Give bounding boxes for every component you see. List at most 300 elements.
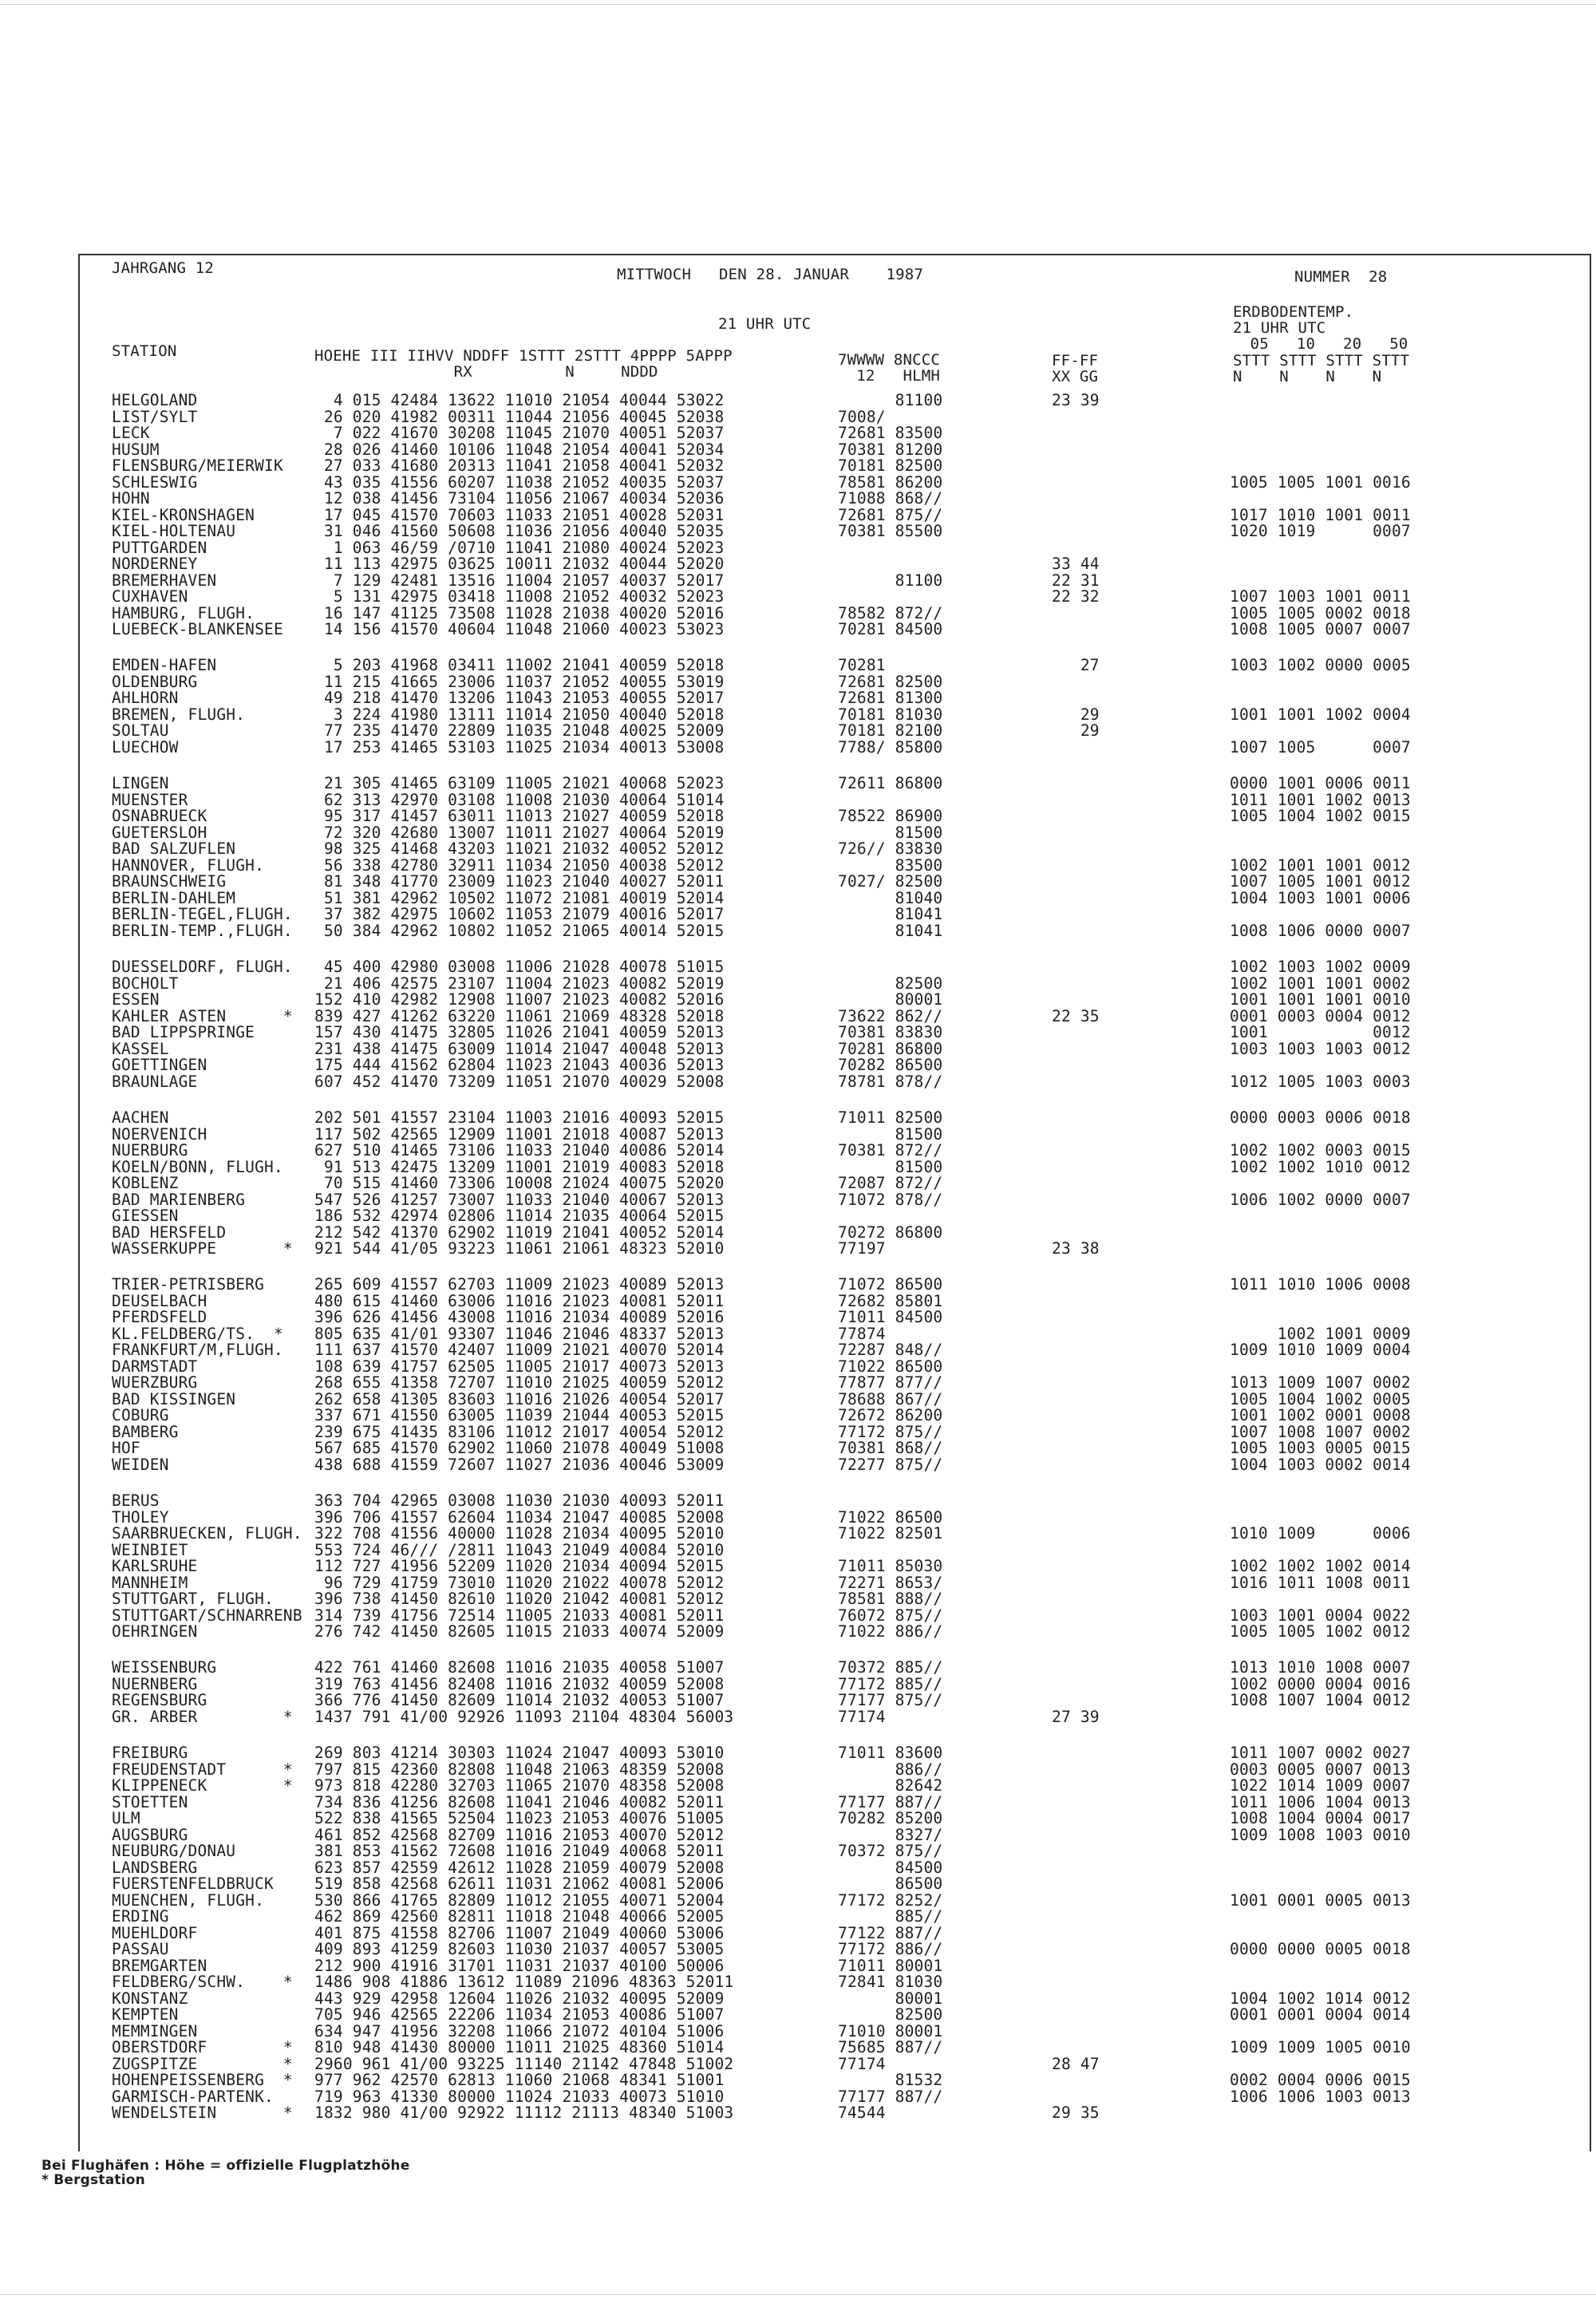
station-wind-values: 22 32	[1052, 587, 1100, 606]
station-main-values: 705 946 42565 22206 11034 21053 40086 51007	[314, 2005, 725, 2024]
station-soil-temps: 0001 0003 0004 0012	[1230, 1006, 1411, 1025]
station-group7-values: 72841 81030	[838, 1973, 943, 1991]
scan-edge-line	[0, 4, 1596, 5]
station-main-values: 366 776 41450 82609 11014 21032 40053 51007	[314, 1691, 725, 1709]
group7-columns-header: 7WWWW 8NCCC	[838, 351, 941, 369]
station-group7-values: 70281 86800	[838, 1039, 943, 1058]
station-group7-values: 71022 886//	[838, 1622, 943, 1641]
station-main-values: 81 348 41770 23009 11023 21040 40027 52011	[314, 872, 725, 891]
station-soil-temps: 1009 1008 1003 0010	[1230, 1825, 1411, 1844]
station-main-values: 202 501 41557 23104 11003 21016 40093 52015	[314, 1108, 725, 1127]
station-name: OSNABRUECK	[112, 807, 207, 825]
station-name: LINGEN	[112, 774, 169, 792]
station-name: MUEHLDORF	[112, 1923, 198, 1942]
station-soil-temps: 1006 1002 0000 0007	[1230, 1190, 1411, 1209]
station-main-values: 212 542 41370 62902 11019 21041 40052 52014	[314, 1223, 725, 1242]
station-name: FUERSTENFELDBRUCK	[112, 1874, 274, 1893]
station-group7-values: 70181 82500	[838, 456, 943, 475]
station-soil-temps: 1009 1010 1009 0004	[1230, 1341, 1411, 1359]
station-name: WUERZBURG	[112, 1373, 198, 1392]
station-main-values: 530 866 41765 82809 11012 21055 40071 52004	[314, 1890, 725, 1910]
station-group7-values: 72271 8653/	[838, 1573, 943, 1592]
station-group7-values: 8327/	[838, 1825, 943, 1844]
station-group7-values: 81041	[838, 921, 943, 940]
station-soil-temps: 1007 1005 0007	[1230, 737, 1411, 756]
station-name: BREMEN, FLUGH.	[112, 705, 246, 724]
station-soil-temps: 1005 1004 1002 0015	[1230, 807, 1411, 825]
station-main-values: 337 671 41550 63005 11039 21044 40053 52015	[314, 1406, 725, 1424]
station-name: DARMSTADT	[112, 1357, 198, 1376]
station-main-values: 607 452 41470 73209 11051 21070 40029 52008	[314, 1072, 725, 1091]
soil-temp-stttt: STTT STTT STTT STTT	[1233, 352, 1410, 369]
station-soil-temps: 1002 1001 1001 0012	[1230, 855, 1411, 875]
station-group7-values: 71072 86500	[838, 1275, 943, 1294]
station-group7-values: 81532	[838, 2071, 943, 2089]
station-group7-values: 77197	[838, 1239, 886, 1258]
station-soil-temps: 1003 1001 0004 0022	[1230, 1606, 1411, 1625]
wind-columns-subheader: XX GG	[1052, 368, 1099, 385]
station-group7-values: 70372 885//	[838, 1658, 943, 1677]
station-group7-values: 75685 887//	[838, 2038, 943, 2056]
station-soil-temps: 0000 0000 0005 0018	[1230, 1940, 1411, 1958]
station-soil-temps: 1022 1014 1009 0007	[1230, 1776, 1411, 1795]
station-name: NUERNBERG	[112, 1674, 198, 1693]
station-name: DEUSELBACH	[112, 1291, 207, 1310]
station-name: HELGOLAND	[112, 391, 198, 409]
station-group7-values: 71011 83600	[838, 1744, 943, 1762]
station-main-values: 2960 961 41/00 93225 11140 21142 47848 51002	[314, 2054, 734, 2073]
station-main-values: 12 038 41456 73104 11056 21067 40034 52036	[314, 489, 725, 508]
station-main-values: 797 815 42360 82808 11048 21063 48359 52008	[314, 1760, 725, 1779]
station-name: NEUBURG/DONAU	[112, 1842, 236, 1860]
station-main-values: 276 742 41450 82605 11015 21033 40074 52009	[314, 1622, 725, 1641]
station-soil-temps: 0002 0004 0006 0015	[1230, 2071, 1411, 2089]
station-name: BERLIN-TEGEL,FLUGH.	[112, 905, 293, 923]
station-name: KEMPTEN	[112, 2005, 179, 2024]
station-name: ULM	[112, 1809, 140, 1827]
station-main-values: 70 515 41460 73306 10008 21024 40075 52020	[314, 1174, 725, 1192]
station-main-values: 480 615 41460 63006 11016 21023 40081 52011	[314, 1291, 725, 1310]
station-main-values: 396 626 41456 43008 11016 21034 40089 52016	[314, 1308, 725, 1326]
station-soil-temps: 0000 1001 0006 0011	[1230, 774, 1411, 792]
station-name: BREMGARTEN	[112, 1956, 207, 1975]
station-name: KIEL-HOLTENAU	[112, 522, 236, 540]
station-group7-values: 71011 84500	[838, 1308, 943, 1326]
station-soil-temps: 1010 1009 0006	[1230, 1524, 1411, 1543]
station-group7-values: 81500	[838, 1124, 943, 1144]
station-name: GIESSEN	[112, 1207, 179, 1225]
station-main-values: 810 948 41430 80000 11011 21025 48360 51014	[314, 2038, 725, 2056]
station-group7-values: 77177 887//	[838, 1792, 943, 1811]
station-name: MEMMINGEN	[112, 2021, 198, 2040]
observation-time: 21 UHR UTC	[718, 315, 812, 333]
station-main-values: 973 818 42280 32703 11065 21070 48358 52008	[314, 1776, 725, 1795]
station-group7-values: 72087 872//	[838, 1174, 943, 1192]
station-soil-temps: 1007 1003 1001 0011	[1230, 587, 1411, 606]
station-name: ZUGSPITZE *	[112, 2054, 293, 2073]
station-name: AHLHORN	[112, 689, 179, 707]
station-main-values: 396 738 41450 82610 11020 21042 40081 52012	[314, 1590, 725, 1608]
station-group7-values: 7027/ 82500	[838, 872, 943, 891]
station-group7-values: 72681 81300	[838, 689, 943, 707]
station-main-values: 319 763 41456 82408 11016 21032 40059 52008	[314, 1674, 725, 1693]
station-name: WEIDEN	[112, 1455, 169, 1474]
station-soil-temps: 1002 1002 0003 0015	[1230, 1141, 1411, 1159]
station-main-values: 805 635 41/01 93307 11046 21046 48337 52013	[314, 1324, 725, 1343]
station-group7-values: 70181 82100	[838, 721, 943, 740]
station-main-values: 45 400 42980 03008 11006 21028 40078 51015	[314, 958, 725, 976]
station-main-values: 21 406 42575 23107 11004 21023 40082 52019	[314, 974, 725, 993]
station-name: THOLEY	[112, 1507, 169, 1527]
station-main-values: 734 836 41256 82608 11041 21046 40082 52011	[314, 1792, 725, 1811]
station-soil-temps: 1005 1005 1002 0012	[1230, 1622, 1411, 1641]
station-group7-values: 78522 86900	[838, 807, 943, 825]
station-group7-values: 70372 875//	[838, 1842, 943, 1860]
station-main-values: 1832 980 41/00 92922 11112 21113 48340 51003	[314, 2104, 734, 2122]
station-soil-temps: 1002 1002 1002 0014	[1230, 1557, 1411, 1575]
station-main-values: 401 875 41558 82706 11007 21049 40060 53006	[314, 1923, 725, 1942]
station-main-values: 1437 791 41/00 92926 11093 21104 48304 56003	[314, 1707, 734, 1726]
station-main-values: 72 320 42680 13007 11011 21027 40064 52019	[314, 823, 725, 842]
station-soil-temps: 1013 1010 1008 0007	[1230, 1658, 1411, 1677]
soil-temp-time: 21 UHR UTC	[1233, 319, 1326, 337]
station-main-values: 462 869 42560 82811 11018 21048 40066 52005	[314, 1907, 725, 1926]
station-main-values: 396 706 41557 62604 11034 21047 40085 52008	[314, 1507, 725, 1527]
station-group7-values: 81500	[838, 823, 943, 842]
station-soil-temps: 1004 1003 0002 0014	[1230, 1455, 1411, 1474]
station-main-values: 422 761 41460 82608 11016 21035 40058 51007	[314, 1658, 725, 1677]
station-main-values: 98 325 41468 43203 11021 21032 40052 52012	[314, 839, 725, 858]
station-wind-values: 23 38	[1052, 1239, 1100, 1258]
station-main-values: 634 947 41956 32208 11066 21072 40104 51006	[314, 2021, 725, 2040]
station-name: BAD KISSINGEN	[112, 1389, 236, 1408]
station-name: HOHENPEISSENBERG *	[112, 2071, 293, 2089]
station-main-values: 443 929 42958 12604 11026 21032 40095 52009	[314, 1989, 725, 2008]
station-group7-values: 70381 868//	[838, 1439, 943, 1457]
station-name: PASSAU	[112, 1940, 169, 1958]
station-group7-values: 80001	[838, 1989, 943, 2008]
station-name: STOETTEN	[112, 1792, 188, 1811]
station-name: HANNOVER, FLUGH.	[112, 855, 265, 875]
station-main-values: 95 317 41457 63011 11013 21027 40059 52018	[314, 807, 725, 825]
station-soil-temps: 1008 1004 0004 0017	[1230, 1809, 1411, 1827]
station-main-values: 3 224 41980 13111 11014 21050 40040 52018	[314, 705, 725, 724]
station-name: MANNHEIM	[112, 1573, 188, 1592]
station-name: PFERDSFELD	[112, 1308, 207, 1326]
station-main-values: 157 430 41475 32805 11026 21041 40059 52013	[314, 1023, 725, 1041]
station-main-values: 77 235 41470 22809 11035 21048 40025 52009	[314, 721, 725, 740]
station-main-values: 522 838 41565 52504 11023 21053 40076 51005	[314, 1809, 725, 1827]
station-soil-temps: 1020 1019 0007	[1230, 522, 1411, 540]
station-main-values: 31 046 41560 50608 11036 21056 40040 52035	[314, 522, 725, 540]
station-wind-values: 27	[1052, 656, 1100, 674]
station-group7-values: 71022 86500	[838, 1357, 943, 1376]
station-group7-values: 885//	[838, 1907, 943, 1926]
station-group7-values: 71010 80001	[838, 2021, 943, 2040]
station-main-values: 239 675 41435 83106 11012 21017 40054 52012	[314, 1422, 725, 1441]
station-soil-temps: 0003 0005 0007 0013	[1230, 1760, 1411, 1779]
station-wind-values: 29	[1052, 721, 1100, 740]
station-main-values: 7 129 42481 13516 11004 21057 40037 52017	[314, 571, 725, 590]
station-main-values: 314 739 41756 72514 11005 21033 40081 52011	[314, 1606, 725, 1625]
station-main-values: 567 685 41570 62902 11060 21078 40049 51008	[314, 1439, 725, 1457]
station-name: KAHLER ASTEN *	[112, 1006, 293, 1025]
station-name: BERLIN-TEMP.,FLUGH.	[112, 921, 293, 940]
station-soil-temps: 1007 1008 1007 0002	[1230, 1422, 1411, 1441]
station-name: LANDSBERG	[112, 1858, 198, 1877]
station-main-values: 519 858 42568 62611 11031 21062 40081 52006	[314, 1874, 725, 1893]
station-name: ESSEN	[112, 990, 160, 1009]
station-main-values: 262 658 41305 83603 11016 21026 40054 52017	[314, 1389, 725, 1408]
station-name: WEINBIET	[112, 1540, 188, 1559]
station-soil-temps: 1012 1005 1003 0003	[1230, 1072, 1411, 1091]
station-group7-values: 77174	[838, 1707, 886, 1726]
station-main-values: 21 305 41465 63109 11005 21021 40068 52023	[314, 774, 725, 792]
station-group7-values: 82500	[838, 974, 943, 993]
station-group7-values: 72682 85801	[838, 1291, 943, 1310]
station-name: FELDBERG/SCHW. *	[112, 1973, 293, 1991]
station-name: KASSEL	[112, 1039, 169, 1058]
station-group7-values: 70381 85500	[838, 522, 943, 540]
station-name: BREMERHAVEN	[112, 571, 217, 590]
station-group7-values: 77122 887//	[838, 1923, 943, 1942]
station-name: DUESSELDORF, FLUGH.	[112, 958, 293, 976]
station-name: GR. ARBER *	[112, 1707, 293, 1726]
station-main-values: 111 637 41570 42407 11009 21021 40070 52014	[314, 1341, 725, 1359]
station-name: OLDENBURG	[112, 672, 198, 691]
station-main-values: 409 893 41259 82603 11030 21037 40057 53005	[314, 1940, 725, 1958]
station-group7-values: 886//	[838, 1760, 943, 1779]
station-group7-values: 81100	[838, 391, 943, 409]
station-group7-values: 78581 86200	[838, 472, 943, 492]
station-soil-temps: 1008 1006 0000 0007	[1230, 921, 1411, 940]
station-main-values: 28 026 41460 10106 11048 21054 40041 52034	[314, 440, 725, 459]
station-group7-values: 78688 867//	[838, 1389, 943, 1408]
station-group7-values: 7788/ 85800	[838, 737, 943, 756]
station-name: OBERSTDORF *	[112, 2038, 293, 2056]
station-main-values: 17 045 41570 70603 11033 21051 40028 52031	[314, 505, 725, 524]
station-main-values: 322 708 41556 40000 11028 21034 40095 52010	[314, 1524, 725, 1543]
station-wind-values: 27 39	[1052, 1707, 1100, 1726]
station-group7-values: 71088 868//	[838, 489, 943, 508]
station-group7-values: 81040	[838, 888, 943, 907]
station-main-values: 381 853 41562 72608 11016 21049 40068 52011	[314, 1842, 725, 1860]
station-soil-temps: 1008 1007 1004 0012	[1230, 1691, 1411, 1709]
station-group7-values: 72681 83500	[838, 424, 943, 442]
station-name: SAARBRUECKEN, FLUGH.	[112, 1524, 302, 1543]
station-main-values: 11 215 41665 23006 11037 21052 40055 53019	[314, 672, 725, 691]
station-group7-values: 70381 83830	[838, 1023, 943, 1041]
station-name: BERLIN-DAHLEM	[112, 888, 236, 907]
station-name: AUGSBURG	[112, 1825, 188, 1844]
station-group7-values: 77877 877//	[838, 1373, 943, 1392]
station-name: BOCHOLT	[112, 974, 179, 993]
station-group7-values: 82500	[838, 2005, 943, 2024]
station-soil-temps: 1006 1006 1003 0013	[1230, 2087, 1411, 2106]
station-main-values: 839 427 41262 63220 11061 21069 48328 52018	[314, 1006, 725, 1025]
station-group7-values: 74544	[838, 2104, 886, 2122]
station-soil-temps: 1004 1002 1014 0012	[1230, 1989, 1411, 2008]
station-group7-values: 70281 84500	[838, 620, 943, 638]
station-group7-values: 71072 878//	[838, 1190, 943, 1209]
station-main-values: 212 900 41916 31701 11031 21037 40100 50006	[314, 1956, 725, 1975]
station-main-values: 43 035 41556 60207 11038 21052 40035 52037	[314, 472, 725, 492]
station-group7-values: 77172 875//	[838, 1422, 943, 1441]
station-main-values: 108 639 41757 62505 11005 21017 40073 52013	[314, 1357, 725, 1376]
station-main-values: 553 724 46/// /2811 11043 21049 40084 52010	[314, 1540, 725, 1559]
station-group7-values: 81041	[838, 905, 943, 923]
station-main-values: 50 384 42962 10802 11052 21065 40014 52015	[314, 921, 725, 940]
station-name: GOETTINGEN	[112, 1056, 207, 1074]
station-main-values: 269 803 41214 30303 11024 21047 40093 53010	[314, 1744, 725, 1762]
station-group7-values: 70282 85200	[838, 1809, 943, 1827]
station-group7-values: 81500	[838, 1157, 943, 1176]
station-name: SOLTAU	[112, 721, 169, 740]
station-soil-temps: 0000 0003 0006 0018	[1230, 1108, 1411, 1127]
station-main-values: 5 203 41968 03411 11002 21041 40059 52018	[314, 656, 725, 674]
station-main-values: 265 609 41557 62703 11009 21023 40089 52013	[314, 1275, 725, 1294]
station-soil-temps: 1004 1003 1001 0006	[1230, 888, 1411, 907]
station-wind-values: 33 44	[1052, 555, 1100, 573]
station-name: FLENSBURG/MEIERWIK	[112, 456, 283, 475]
station-main-values: 719 963 41330 80000 11024 21033 40073 51010	[314, 2087, 725, 2106]
station-soil-temps: 1001 0012	[1230, 1023, 1411, 1041]
station-group7-values: 78581 888//	[838, 1590, 943, 1608]
station-name: EMDEN-HAFEN	[112, 656, 217, 674]
station-group7-values: 78781 878//	[838, 1072, 943, 1091]
station-group7-values: 81100	[838, 571, 943, 590]
station-soil-temps: 1008 1005 0007 0007	[1230, 620, 1411, 638]
station-main-values: 37 382 42975 10602 11053 21079 40016 52017	[314, 905, 725, 923]
station-name: HUSUM	[112, 440, 160, 459]
station-name: HOHN	[112, 489, 150, 508]
station-soil-temps: 1013 1009 1007 0002	[1230, 1373, 1411, 1392]
station-wind-values: 29	[1052, 705, 1100, 724]
station-group7-values: 72611 86800	[838, 774, 943, 792]
wind-columns-header: FF-FF	[1052, 352, 1099, 369]
station-name: BAD LIPPSPRINGE	[112, 1023, 255, 1041]
station-main-values: 1486 908 41886 13612 11089 21096 48363 52011	[314, 1973, 734, 1991]
station-column-header: STATION	[112, 342, 177, 360]
station-group7-values: 86500	[838, 1874, 943, 1893]
scan-edge-line	[0, 2294, 1596, 2295]
station-soil-temps: 1002 1001 0009	[1230, 1324, 1411, 1343]
station-group7-values: 726// 83830	[838, 839, 943, 858]
station-soil-temps: 1007 1005 1001 0012	[1230, 872, 1411, 891]
station-main-values: 4 015 42484 13622 11010 21054 40044 53022	[314, 391, 725, 409]
station-main-values: 623 857 42559 42612 11028 21059 40079 52008	[314, 1858, 725, 1877]
station-name: NORDERNEY	[112, 555, 198, 573]
station-group7-values: 77172 8252/	[838, 1890, 943, 1910]
station-main-values: 231 438 41475 63009 11014 21047 40048 52013	[314, 1039, 725, 1058]
station-group7-values: 71011 80001	[838, 1956, 943, 1975]
station-soil-temps: 1002 0000 0004 0016	[1230, 1674, 1411, 1693]
station-group7-values: 71011 82500	[838, 1108, 943, 1127]
station-group7-values: 72277 875//	[838, 1455, 943, 1474]
station-main-values: 14 156 41570 40604 11048 21060 40023 53023	[314, 620, 725, 638]
station-name: KARLSRUHE	[112, 1557, 198, 1575]
station-group7-values: 70282 86500	[838, 1056, 943, 1074]
main-columns-subheader: RX N NDDD	[314, 363, 658, 381]
station-main-values: 27 033 41680 20313 11041 21058 40041 52032	[314, 456, 725, 475]
station-group7-values: 71022 86500	[838, 1507, 943, 1527]
station-group7-values: 83500	[838, 855, 943, 875]
station-group7-values: 71011 85030	[838, 1557, 943, 1575]
station-group7-values: 77177 887//	[838, 2087, 943, 2106]
station-name: KONSTANZ	[112, 1989, 188, 2008]
station-soil-temps: 1003 1003 1003 0012	[1230, 1039, 1411, 1058]
station-soil-temps: 1016 1011 1008 0011	[1230, 1573, 1411, 1592]
station-name: CUXHAVEN	[112, 587, 188, 606]
station-name: WASSERKUPPE *	[112, 1239, 293, 1258]
station-soil-temps: 1001 1002 0001 0008	[1230, 1406, 1411, 1424]
station-name: KOBLENZ	[112, 1174, 179, 1192]
station-main-values: 363 704 42965 03008 11030 21030 40093 52011	[314, 1491, 725, 1510]
station-name: BRAUNSCHWEIG	[112, 872, 227, 891]
station-soil-temps: 1002 1003 1002 0009	[1230, 958, 1411, 976]
station-group7-values: 72672 86200	[838, 1406, 943, 1424]
station-name: MUENSTER	[112, 790, 188, 809]
station-soil-temps: 1001 1001 1002 0004	[1230, 705, 1411, 724]
station-main-values: 96 729 41759 73010 11020 21022 40078 52012	[314, 1573, 725, 1592]
station-wind-values: 28 47	[1052, 2054, 1100, 2073]
station-name: BAD HERSFELD	[112, 1223, 227, 1242]
station-group7-values: 77177 875//	[838, 1691, 943, 1709]
station-name: HAMBURG, FLUGH.	[112, 603, 255, 622]
station-name: PUTTGARDEN	[112, 538, 207, 557]
station-name: BAD MARIENBERG	[112, 1190, 246, 1209]
station-soil-temps: 1002 1002 1010 0012	[1230, 1157, 1411, 1176]
station-main-values: 51 381 42962 10502 11072 21081 40019 52014	[314, 888, 725, 907]
station-soil-temps: 1005 1005 1001 0016	[1230, 472, 1411, 492]
station-name: OEHRINGEN	[112, 1622, 198, 1641]
station-soil-temps: 1011 1006 1004 0013	[1230, 1792, 1411, 1811]
station-group7-values: 71022 82501	[838, 1524, 943, 1543]
station-main-values: 26 020 41982 00311 11044 21056 40045 52038	[314, 407, 725, 426]
station-name: COBURG	[112, 1406, 169, 1424]
station-main-values: 547 526 41257 73007 11033 21040 40067 52013	[314, 1190, 725, 1209]
station-soil-temps: 1017 1010 1001 0011	[1230, 505, 1411, 524]
station-main-values: 438 688 41559 72607 11027 21036 40046 53009	[314, 1455, 725, 1474]
station-soil-temps: 1005 1005 0002 0018	[1230, 603, 1411, 622]
station-name: GUETERSLOH	[112, 823, 207, 842]
station-group7-values: 80001	[838, 990, 943, 1009]
station-main-values: 5 131 42975 03418 11008 21052 40032 52023	[314, 587, 725, 606]
station-group7-values: 77174	[838, 2054, 886, 2073]
jahrgang-label: JAHRGANG 12	[112, 259, 215, 277]
station-name: GARMISCH-PARTENK.	[112, 2087, 274, 2106]
station-main-values: 62 313 42970 03108 11008 21030 40064 51014	[314, 790, 725, 809]
station-main-values: 16 147 41125 73508 11028 21038 40020 52016	[314, 603, 725, 622]
footnote-mountain: * Bergstation	[41, 2172, 145, 2188]
station-group7-values: 70272 86800	[838, 1223, 943, 1242]
station-name: BRAUNLAGE	[112, 1072, 198, 1091]
station-name: KIEL-KRONSHAGEN	[112, 505, 255, 524]
station-main-values: 112 727 41956 52209 11020 21034 40094 52015	[314, 1557, 725, 1575]
station-group7-values: 77874	[838, 1324, 886, 1343]
station-main-values: 461 852 42568 82709 11016 21053 40070 52012	[314, 1825, 725, 1844]
station-name: KL.FELDBERG/TS. *	[112, 1324, 283, 1343]
station-group7-values: 72681 875//	[838, 505, 943, 524]
station-group7-values: 70181 81030	[838, 705, 943, 724]
station-name: MUENCHEN, FLUGH.	[112, 1890, 265, 1910]
soil-temp-n-row: N N N N	[1233, 368, 1382, 385]
station-name: LECK	[112, 424, 150, 442]
station-name: REGENSBURG	[112, 1691, 207, 1709]
station-name: FREUDENSTADT *	[112, 1760, 293, 1779]
station-group7-values: 7008/	[838, 407, 886, 426]
station-name: AACHEN	[112, 1108, 169, 1127]
